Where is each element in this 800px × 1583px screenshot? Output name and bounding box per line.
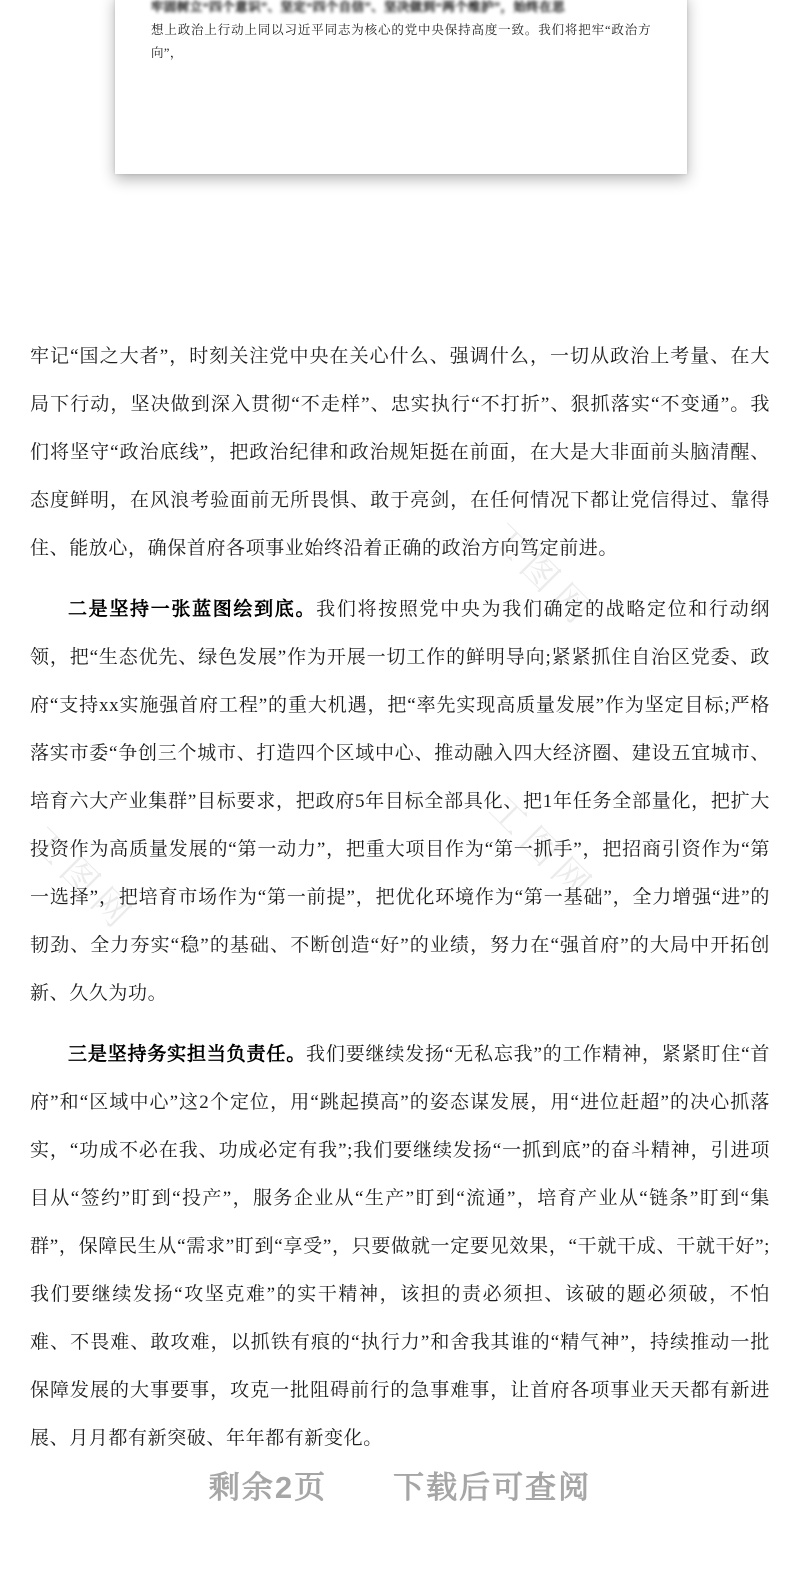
- fragment-visible-line: 想上政治上行动上同以习近平同志为核心的党中央保持高度一致。我们将把牢“政治方向”，: [151, 23, 651, 60]
- paragraph-text: 牢记“国之大者”，时刻关注党中央在关心什么、强调什么，一切从政治上考量、在大局下行动，坚决做到深入贯彻“不走样”、忠实执行“不打折”、狠抓落实“不变通”。我们将坚守“政治底线”，把政治纪律和政治规矩挺在前面，在大是大非面前头脑清醒、态度鲜明，在风浪考验面前无所畏惧、敢于亮剑，在任何情况下都让党信得过、靠得住、能放心，确保首府各项事业始终沿着正确的政治方向笃定前进。: [30, 346, 770, 559]
- remaining-pages-notice: 剩余2页 下载后可查阅: [208, 1470, 592, 1505]
- paragraph-text: 我们将按照党中央为我们确定的战略定位和行动纲领，把“生态优先、绿色发展”作为开展一切工作的鲜明导向;紧紧抓住自治区党委、政府“支持xx实施强首府工程”的重大机遇，把“率先实现高质量发展”作为坚定目标;严格落实市委“争创三个城市、打造四个区域中心、推动融入四大经济圈、建设五宜城市、培育六大产业集群”目标要求，把政府5年目标全部具化、把1年任务全部量化，把扩大投资作为高质量发展的“第一动力”，把重大项目作为“第一抓手”，把招商引资作为“第一选择”，把培育市场作为“第一前提”，把优化环境作为“第一基础”，全力增强“进”的韧劲、全力夯实“稳”的基础、不断创造“好”的业绩，努力在“强首府”的大局中开拓创新、久久为功。: [30, 599, 771, 1004]
- paragraph: [30, 333, 770, 573]
- paragraph-lead: 三是坚持务实担当负责任。: [68, 1044, 307, 1065]
- paragraph-text: 我们要继续发扬“无私忘我”的工作精神，紧紧盯住“首府”和“区域中心”这2个定位，用“跳起摸高”的姿态谋发展，用“进位赶超”的决心抓落实，“功成不必在我、功成必定有我”;我们要继续发扬“一抓到底”的奋斗精神，引进项目从“签约”盯到“投产”，服务企业从“生产”盯到“流通”，培育产业从“链条”盯到“集群”，保障民生从“需求”盯到“享受”，只要做就一定要见效果，“干就干成、干就干好”;我们要继续发扬“攻坚克难”的实干精神，该担的责必须担、该破的题必须破，不怕难、不畏难、敢攻难，以抓铁有痕的“执行力”和舍我其谁的“精气神”，持续推动一批保障发展的大事要事，攻克一批阻碍前行的急事难事，让首府各项事业天天都有新进展、月月都有新突破、年年都有新变化。: [30, 1044, 770, 1449]
- paragraph: [30, 1031, 770, 1463]
- paragraph: [30, 586, 770, 1018]
- site-watermark: 工图网: [21, 817, 144, 941]
- site-watermark: 工图网: [481, 787, 604, 911]
- fragment-blurred-line: 牢固树立“四个意识”、坚定“四个自信”、坚决做到“两个维护”，始终在思: [151, 0, 566, 14]
- site-watermark: 工图网: [481, 513, 604, 637]
- paragraph-lead: 二是坚持一张蓝图绘到底。: [68, 599, 317, 620]
